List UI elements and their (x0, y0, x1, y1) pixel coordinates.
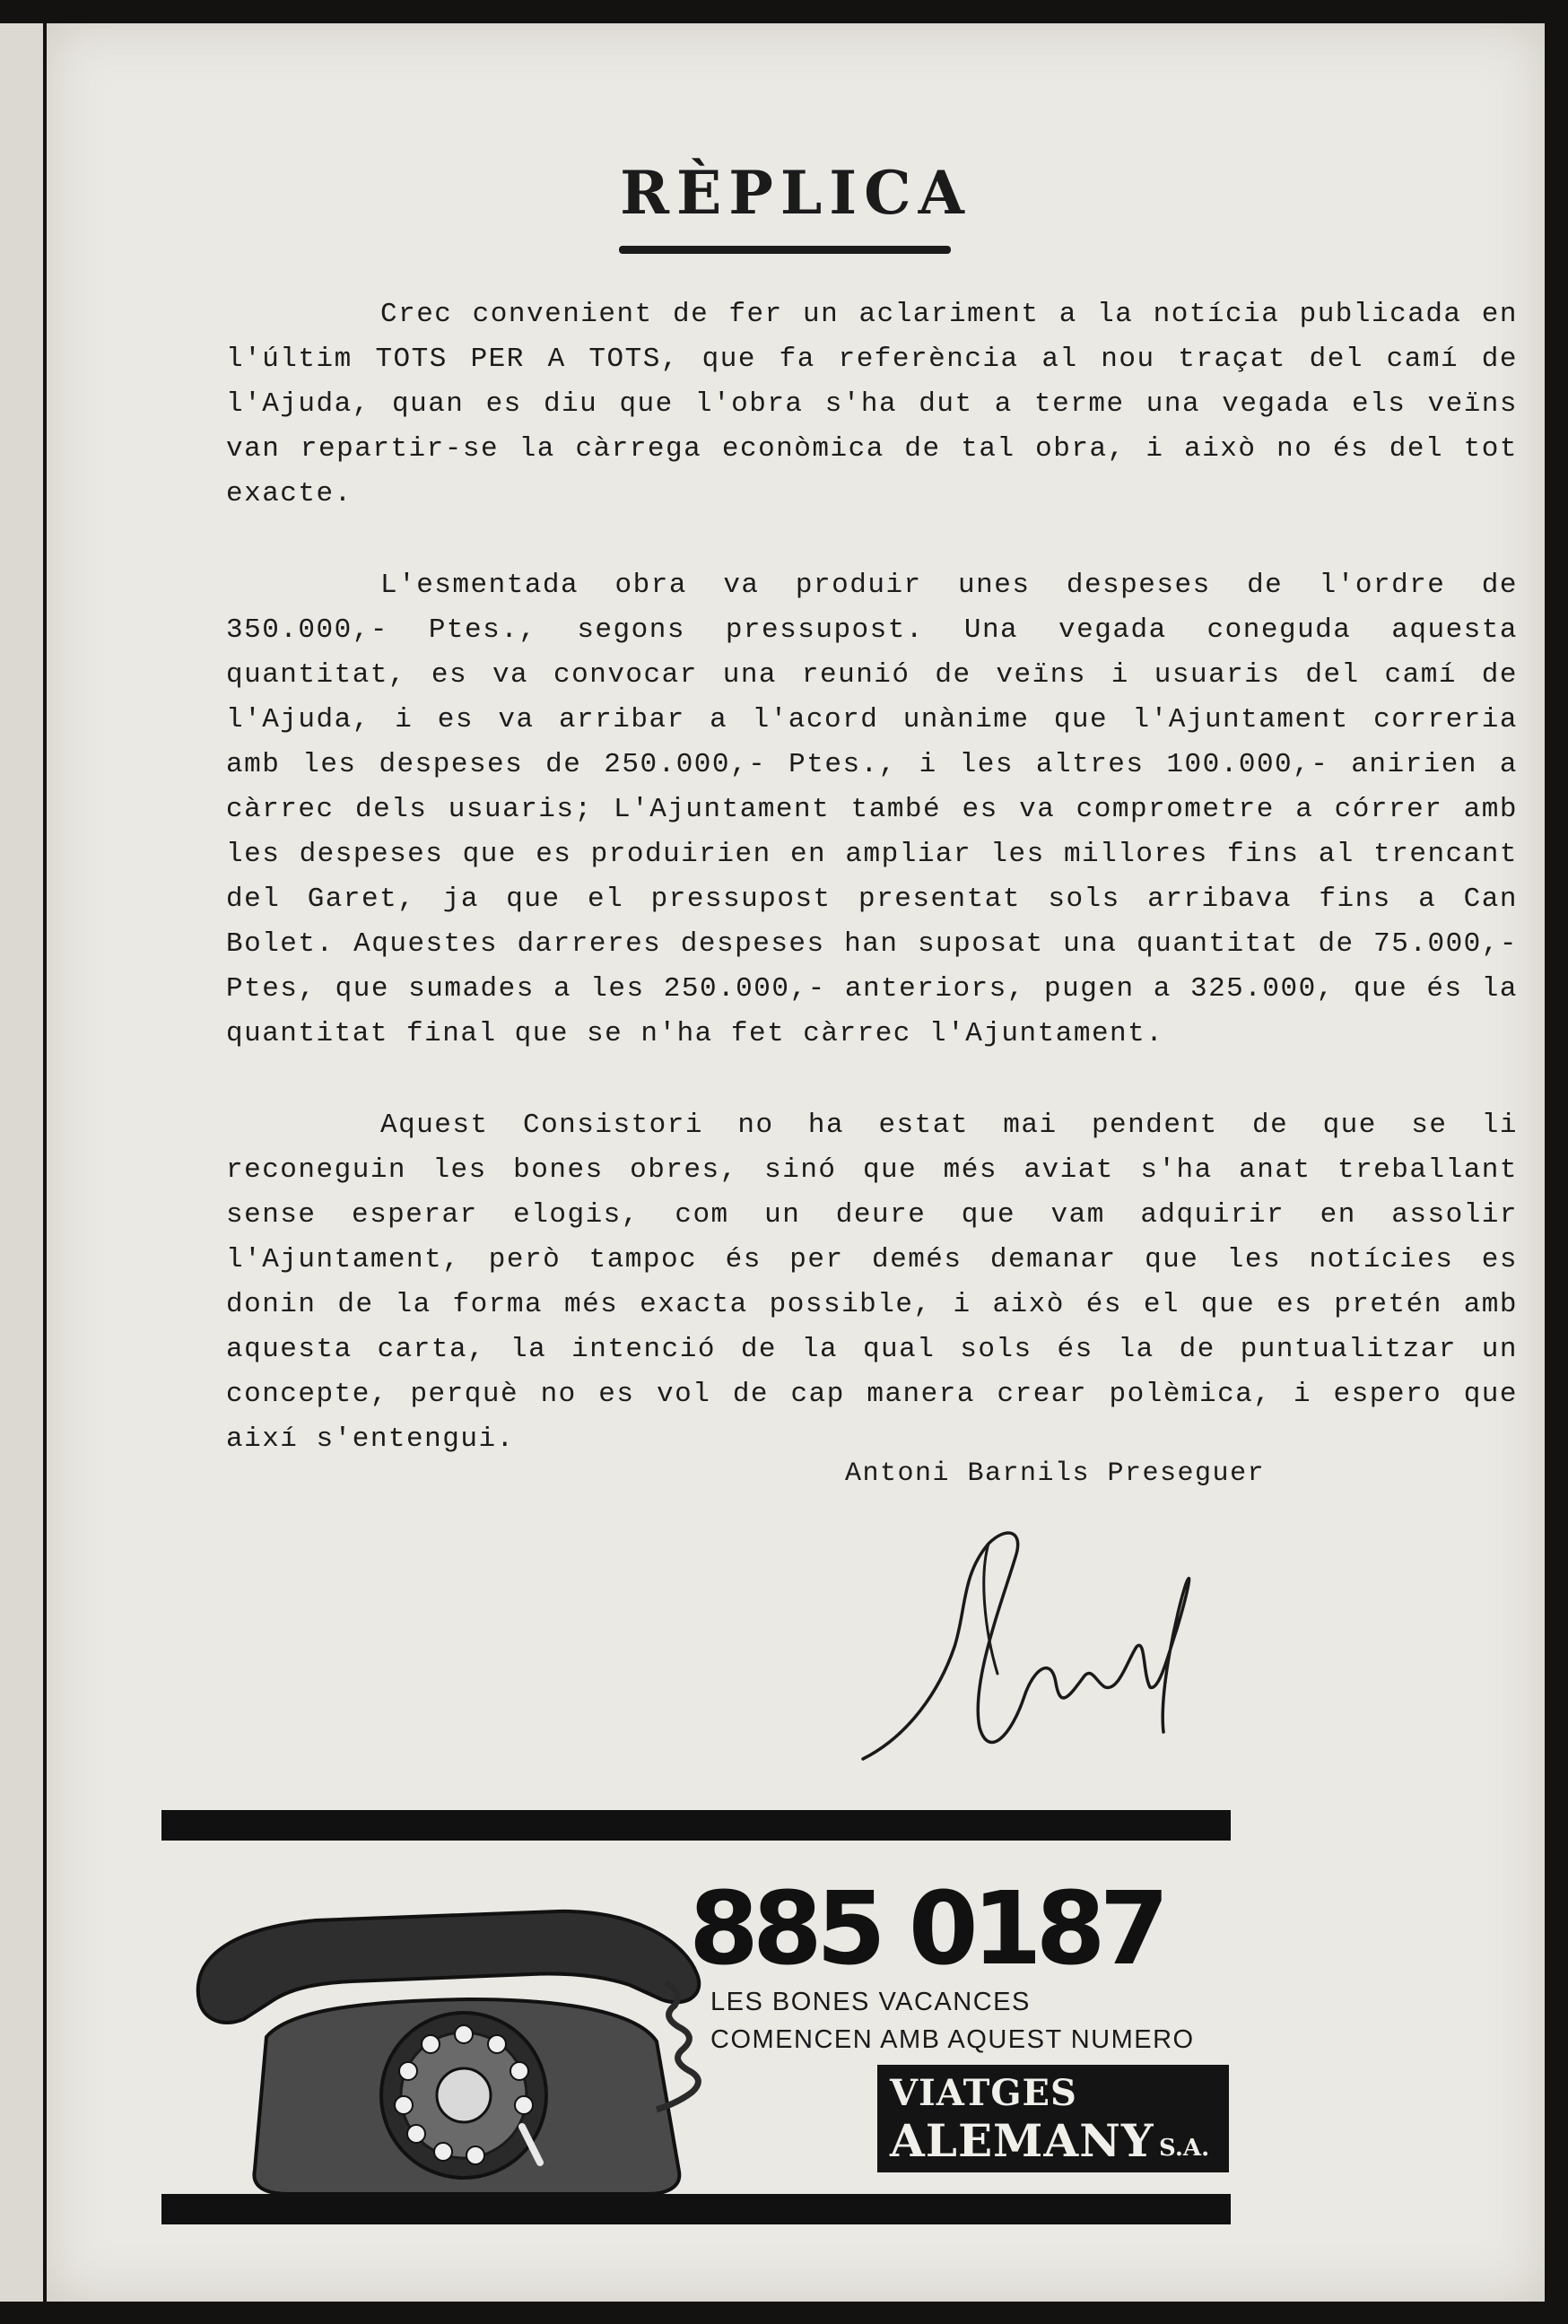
logo-suffix: S.A. (1159, 2135, 1210, 2162)
letter-body (226, 292, 1518, 1509)
title-underline (619, 246, 951, 254)
article-title: RÈPLICA (620, 158, 971, 228)
signer-name: Antoni Barnils Preseguer (845, 1458, 1266, 1489)
handwritten-signature (854, 1503, 1231, 1781)
ad-slogan-line-2: COMENCEN AMB AQUEST NUMERO (710, 2025, 1195, 2054)
paragraph-3: Aquest Consistori no ha estat mai pendent de que se li reconeguin les bones obres, sinó que més aviat s'ha anat treballant sense esperar elogis, com un deure que vam adquirir en assolir l'Ajuntament, però tampoc és per demés demanar que les notícies es donin de la forma més exacta possible, i això és el que es pretén amb aquesta carta, la intenció de la qual sols és la de puntualitzar un concepte, perquè no es vol de cap manera crear polèmica, i espero que així s'entengui. (226, 1110, 1518, 1455)
adjacent-page-edge (0, 23, 43, 2302)
ad-top-bar (161, 1810, 1231, 1841)
logo-line-2: ALEMANY (890, 2114, 1154, 2167)
viatges-alemany-logo (877, 2065, 1229, 2172)
logo-line-1: VIATGES (890, 2072, 1077, 2114)
paragraph-1: Crec convenient de fer un aclariment a la notícia publicada en l'últim TOTS PER A TOTS, que fa referència al nou traçat del camí de l'Ajuda, quan es diu que l'obra s'ha dut a terme una vegada els veïns van repartir-se la càrrega econòmica de tal obra, i això no és del tot exacte. (226, 299, 1518, 509)
ad-phone-number: 885 0187 (689, 1871, 1163, 1988)
paragraph-2: L'esmentada obra va produir unes despeses de l'ordre de 350.000,- Ptes., segons pressupost. Una vegada coneguda aquesta quantitat, es va convocar una reunió de veïns i usuaris del camí de l'Ajuda, i es va arribar a l'acord unànime que l'Ajuntament correria amb les despeses de 250.000,- Ptes., i les altres 100.000,- anirien a càrrec dels usuaris; L'Ajuntament també es va comprometre a córrer amb les despeses que es produirien en ampliar les millores fins al trencant del Garet, ja que el pressupost presentat sols arribava fins a Can Bolet. Aquestes darreres despeses han suposat una quantitat de 75.000,- Ptes, que sumades a les 250.000,- anteriors, pugen a 325.000, que és la quantitat final que se n'ha fet càrrec l'Ajuntament. (226, 570, 1518, 1049)
telephone-icon (181, 1902, 755, 2198)
ad-bottom-bar (161, 2194, 1231, 2224)
magazine-page (47, 23, 1545, 2302)
ad-slogan-line-1: LES BONES VACANCES (710, 1988, 1031, 2016)
